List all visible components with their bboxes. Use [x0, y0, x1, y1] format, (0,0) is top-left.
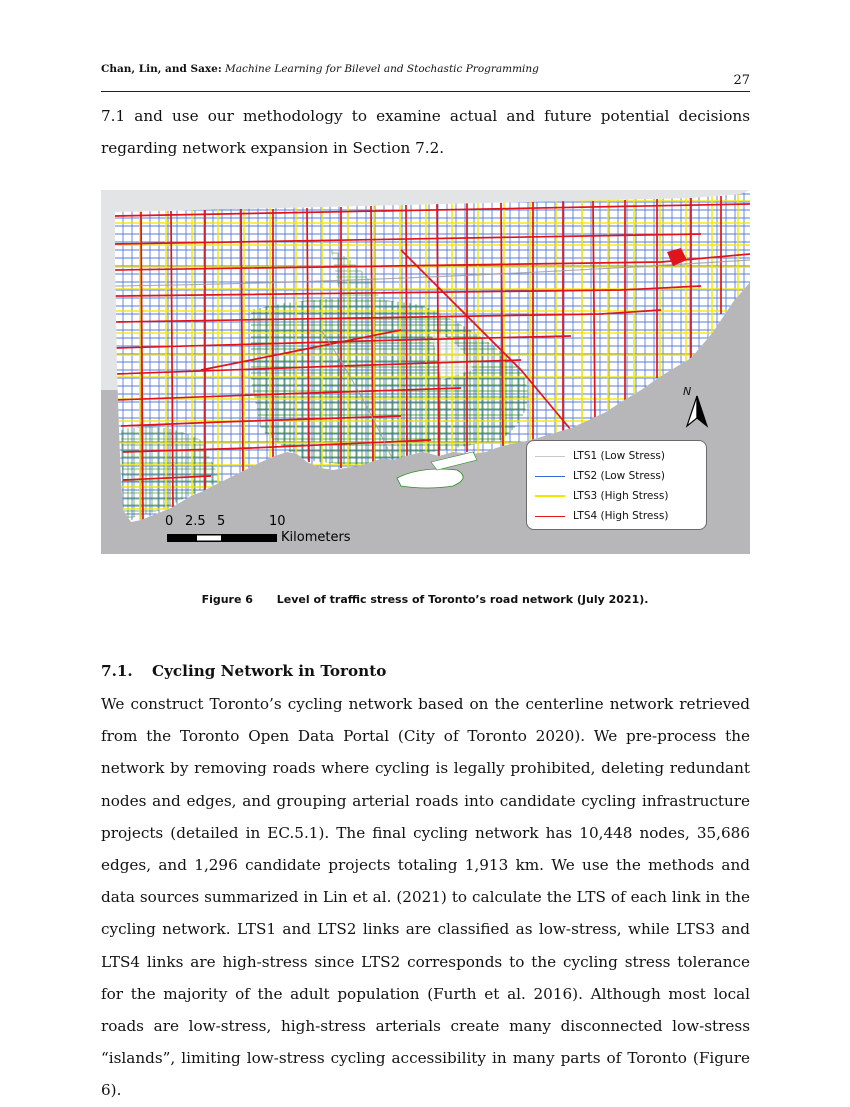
intro-paragraph: 7.1 and use our methodology to examine actual and future potential decisions regarding network expansion in Section 7.2.	[101, 107, 750, 158]
legend-swatch-lts1	[535, 456, 565, 457]
legend-item-lts3	[535, 487, 703, 505]
figure-caption	[0, 593, 850, 606]
header-authors: Chan, Lin, and Saxe:	[101, 63, 222, 75]
scale-unit: Kilometers	[281, 530, 351, 545]
scale-tick-0: 0	[165, 514, 174, 529]
legend-item-lts1	[535, 447, 703, 465]
header-title: Machine Learning for Bilevel and Stochastic Programming	[225, 63, 539, 75]
body-paragraph: We construct Toronto’s cycling network based on the centerline network retrieved from the Toronto Open Data Portal (City of Toronto 2020). We pre-process the network by removing roads where cycling is legally prohibited, deleting redundant nodes and edges, and grouping arterial roads into candidate cycling infrastructure projects (detailed in EC.5.1). The final cycling network has 10,448 nodes, 35,686 edges, and 1,296 candidate projects totaling 1,913 km. We use the methods and data sources summarized in Lin et al. (2021) to calculate the LTS of each link in the cycling network. LTS1 and LTS2 links are classified as low-stress, while LTS3 and LTS4 links are high-stress since LTS2 corresponds to the cycling stress tolerance for the majority of the adult population (Furth et al. 2016). Although most local roads are low-stress, high-stress arterials create many disconnected low-stress “islands”, limiting low-stress cycling accessibility in many parts of Toronto (Figure 6).	[101, 695, 750, 1100]
legend-item-lts4	[535, 507, 703, 525]
map-legend	[526, 440, 707, 530]
legend-label: LTS1 (Low Stress)	[573, 450, 665, 462]
section-title: Cycling Network in Toronto	[152, 662, 387, 680]
scale-tick-10: 10	[269, 514, 286, 529]
legend-label: LTS4 (High Stress)	[573, 510, 669, 522]
scale-tick-5: 5	[217, 514, 226, 529]
scale-bar	[167, 534, 277, 542]
running-header	[101, 62, 750, 76]
legend-swatch-lts2	[535, 476, 565, 477]
legend-label: LTS3 (High Stress)	[573, 490, 669, 502]
north-label: N	[683, 385, 692, 398]
legend-swatch-lts3	[535, 495, 565, 497]
section-heading	[101, 662, 386, 680]
page-number: 27	[733, 73, 750, 88]
legend-item-lts2	[535, 467, 703, 485]
section-number: 7.1.	[101, 662, 133, 680]
caption-text: Level of traffic stress of Toronto’s road network (July 2021).	[276, 593, 649, 606]
toronto-lts-map	[101, 190, 750, 554]
scale-tick-2-5: 2.5	[185, 514, 206, 529]
legend-swatch-lts4	[535, 516, 565, 517]
header-divider	[101, 91, 750, 92]
legend-label: LTS2 (Low Stress)	[573, 470, 665, 482]
figure-number: Figure 6	[201, 593, 253, 606]
